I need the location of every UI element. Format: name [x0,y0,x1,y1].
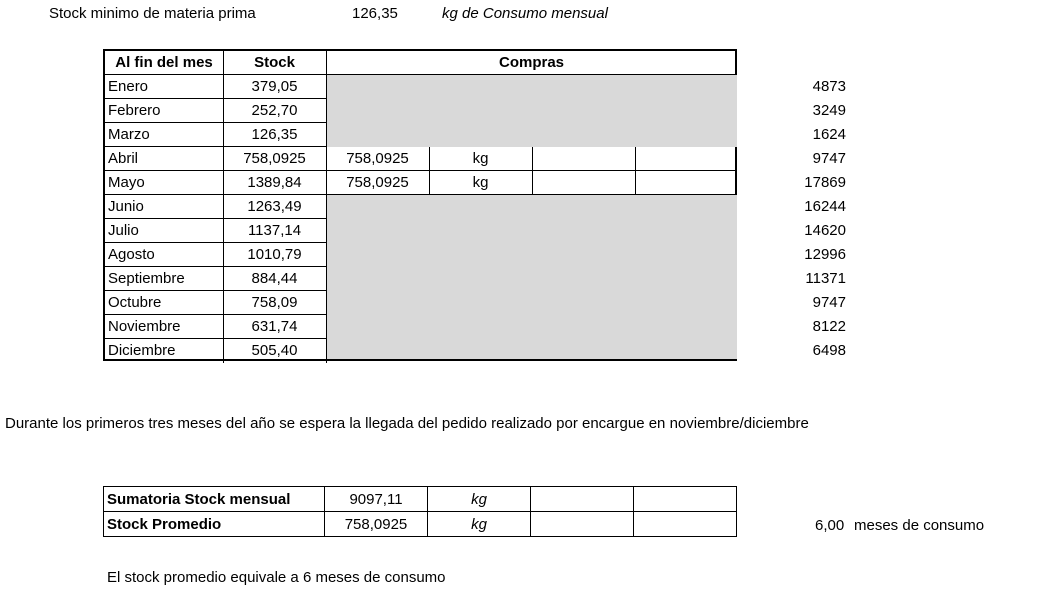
conclusion-text: El stock promedio equivale a 6 meses de consumo [107,569,446,586]
header-compras: Compras [326,51,737,75]
side-value: 3249 [812,102,846,119]
month-cell: Marzo [105,123,224,147]
months-consumption-value: 6,00 [815,517,845,534]
stock-cell: 758,0925 [223,147,327,171]
stock-cell: 1010,79 [223,243,327,267]
consumption-unit-note: kg de Consumo mensual [442,5,608,22]
side-value: 11371 [805,270,846,287]
empty-cell [532,171,636,195]
stock-min-value: 126,35 [352,5,398,22]
sum-stock-label: Sumatoria Stock mensual [103,486,325,512]
stock-cell: 1137,14 [223,219,327,243]
stock-cell: 758,09 [223,291,327,315]
unit-cell: kg [429,171,533,195]
stock-cell: 1263,49 [223,195,327,219]
side-value: 8122 [812,318,846,335]
side-value: 17869 [804,174,846,191]
month-cell: Septiembre [105,267,224,291]
empty-cell [635,171,737,195]
avg-stock-label: Stock Promedio [103,511,325,537]
shaded-block [326,195,737,359]
side-value: 16244 [804,198,846,215]
side-value: 14620 [804,222,846,239]
stock-cell: 505,40 [223,339,327,363]
stock-cell: 252,70 [223,99,327,123]
month-cell: Junio [105,195,224,219]
sum-empty-cell [530,486,634,512]
month-cell: Noviembre [105,315,224,339]
avg-empty-cell [633,511,737,537]
avg-stock-unit: kg [427,511,531,537]
avg-empty-cell [530,511,634,537]
month-cell: Enero [105,75,224,99]
sum-stock-unit: kg [427,486,531,512]
shaded-block [326,75,737,147]
header-month: Al fin del mes [105,51,224,75]
side-value: 9747 [812,150,846,167]
side-value: 6498 [812,342,846,359]
sum-stock-value: 9097,11 [324,486,428,512]
month-cell: Diciembre [105,339,224,363]
arrival-note: Durante los primeros tres meses del año se espera la llegada del pedido realizado por encargue en noviembre/diciembre [5,415,809,432]
month-cell: Abril [105,147,224,171]
month-cell: Mayo [105,171,224,195]
side-value: 4873 [812,78,846,95]
avg-stock-value: 758,0925 [324,511,428,537]
purchase-cell: 758,0925 [326,171,430,195]
empty-cell [635,147,737,171]
purchase-cell: 758,0925 [326,147,430,171]
month-cell: Julio [105,219,224,243]
month-cell: Octubre [105,291,224,315]
empty-cell [532,147,636,171]
stock-min-label: Stock minimo de materia prima [49,5,256,22]
summary-table [103,486,737,537]
side-value: 12996 [804,246,846,263]
stock-cell: 379,05 [223,75,327,99]
unit-cell: kg [429,147,533,171]
side-value: 9747 [812,294,846,311]
stock-cell: 884,44 [223,267,327,291]
stock-cell: 126,35 [223,123,327,147]
stock-cell: 1389,84 [223,171,327,195]
months-consumption-label: meses de consumo [854,517,985,534]
month-cell: Agosto [105,243,224,267]
stock-cell: 631,74 [223,315,327,339]
side-value: 1624 [812,126,846,143]
month-cell: Febrero [105,99,224,123]
stock-table [103,49,737,361]
header-stock: Stock [223,51,327,75]
sum-empty-cell [633,486,737,512]
